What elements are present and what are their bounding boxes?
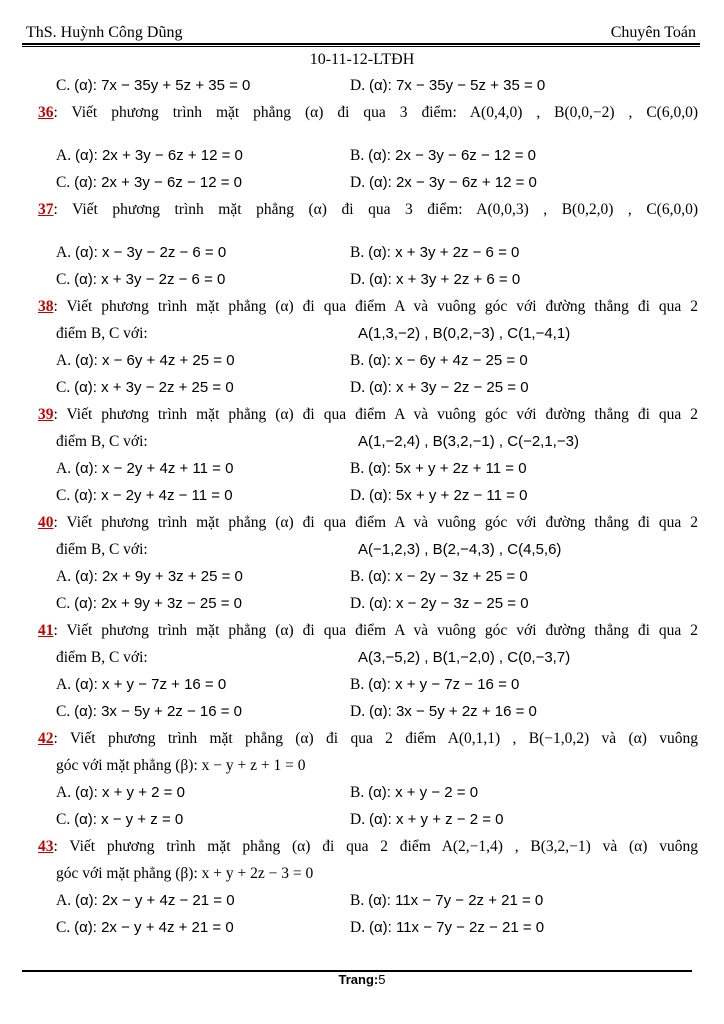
option-label: D.: [350, 918, 366, 936]
option-label: C.: [56, 270, 71, 288]
header-right: Chuyên Toán: [610, 24, 696, 41]
option-c: (α): 2x + 9y + 3z − 25 = 0: [74, 594, 243, 612]
question-40: [38, 509, 698, 617]
question-37: [38, 196, 698, 293]
question-text-cont: điểm B, C với:: [56, 325, 148, 342]
option-d: (α): 5x + y + 2z − 11 = 0: [368, 486, 528, 504]
option-label: A.: [56, 891, 72, 909]
option-label: C.: [56, 378, 71, 396]
option-a: (α): 2x + 9y + 3z + 25 = 0: [74, 567, 243, 585]
option-c: (α): 7x − 35y + 5z + 35 = 0: [74, 76, 251, 94]
option-a: (α): 2x + 3y − 6z + 12 = 0: [74, 146, 243, 164]
option-b: (α): 5x + y + 2z + 11 = 0: [368, 459, 527, 477]
question-number: 40: [38, 514, 54, 531]
question-text-cont: điểm B, C với:: [56, 649, 148, 666]
question-text: : Viết phương trình mặt phẳng (α) đi qua 3 điểm: A(0,4,0) , B(0,0,−2) , C(6,0,0): [53, 104, 698, 121]
question-43: [38, 833, 698, 941]
question-39: [38, 401, 698, 509]
option-a: (α): x − 6y + 4z + 25 = 0: [74, 351, 235, 369]
option-a: (α): x − 2y + 4z + 11 = 0: [74, 459, 234, 477]
option-label: A.: [56, 243, 72, 261]
footer-label: Trang:: [338, 972, 379, 987]
question-points: A(−1,2,3) , B(2,−4,3) , C(4,5,6): [358, 541, 562, 558]
option-label: C.: [56, 76, 71, 94]
question-text: : Viết phương trình mặt phẳng (α) đi qua điểm A và vuông góc với đường thẳng đi qua 2: [53, 622, 698, 639]
option-label: B.: [350, 891, 365, 909]
question-text: : Viết phương trình mặt phẳng (α) đi qua 2 điểm A(2,−1,4) , B(3,2,−1) và (α) vuông: [53, 838, 698, 855]
question-points: A(1,3,−2) , B(0,2,−3) , C(1,−4,1): [358, 325, 571, 342]
option-label: D.: [350, 702, 366, 720]
question-text: : Viết phương trình mặt phẳng (α) đi qua 3 điểm: A(0,0,3) , B(0,2,0) , C(6,0,0): [53, 201, 698, 218]
question-points: A(3,−5,2) , B(1,−2,0) , C(0,−3,7): [358, 649, 571, 666]
option-d: (α): x + y + z − 2 = 0: [368, 810, 504, 828]
option-d: (α): x − 2y − 3z − 25 = 0: [368, 594, 529, 612]
option-d: (α): 3x − 5y + 2z + 16 = 0: [368, 702, 537, 720]
option-label: B.: [350, 243, 365, 261]
header-rule-thin: [22, 46, 700, 47]
option-label: C.: [56, 594, 71, 612]
option-b: (α): x − 2y − 3z + 25 = 0: [368, 567, 528, 585]
option-b: (α): x − 6y + 4z − 25 = 0: [368, 351, 528, 369]
question-text-cont: góc với mặt phẳng (β): x + y + 2z − 3 = 0: [56, 865, 314, 882]
option-d: (α): 7x − 35y − 5z + 35 = 0: [368, 76, 546, 94]
question-38: [38, 293, 698, 401]
option-a: (α): x − 3y − 2z − 6 = 0: [74, 243, 227, 261]
question-number: 42: [38, 730, 54, 747]
option-c: (α): x + 3y − 2z + 25 = 0: [74, 378, 234, 396]
option-c: (α): x − 2y + 4z − 11 = 0: [74, 486, 233, 504]
option-b: (α): x + y − 2 = 0: [368, 783, 479, 801]
option-label: C.: [56, 918, 71, 936]
option-d: (α): 11x − 7y − 2z − 21 = 0: [368, 918, 545, 936]
header-left: ThS. Huỳnh Công Dũng: [26, 24, 183, 41]
question-list: [38, 72, 698, 941]
option-label: D.: [350, 594, 366, 612]
question-text-cont: điểm B, C với:: [56, 541, 148, 558]
question-36: [38, 99, 698, 196]
option-label: B.: [350, 459, 365, 477]
option-label: B.: [350, 675, 365, 693]
option-label: D.: [350, 486, 366, 504]
top-options-row: [38, 72, 698, 99]
option-label: A.: [56, 675, 72, 693]
option-c: (α): x − y + z = 0: [74, 810, 184, 828]
question-text: : Viết phương trình mặt phẳng (α) đi qua điểm A và vuông góc với đường thẳng đi qua 2: [53, 406, 698, 423]
option-b: (α): 2x − 3y − 6z − 12 = 0: [368, 146, 537, 164]
header-rule: [22, 43, 700, 45]
option-label: D.: [350, 76, 366, 94]
option-d: (α): 2x − 3y − 6z + 12 = 0: [368, 173, 537, 191]
question-number: 39: [38, 406, 54, 423]
page-footer: [0, 972, 724, 987]
option-label: A.: [56, 783, 72, 801]
question-number: 43: [38, 838, 54, 855]
header-subtitle: 10-11-12-LTĐH: [309, 51, 415, 68]
option-label: C.: [56, 702, 71, 720]
option-label: D.: [350, 810, 366, 828]
option-c: (α): 2x + 3y − 6z − 12 = 0: [74, 173, 243, 191]
question-text: : Viết phương trình mặt phẳng (α) đi qua điểm A và vuông góc với đường thẳng đi qua 2: [53, 298, 698, 315]
option-d: (α): x + 3y − 2z − 25 = 0: [368, 378, 529, 396]
question-number: 38: [38, 298, 54, 315]
option-c: (α): x + 3y − 2z − 6 = 0: [74, 270, 226, 288]
option-label: C.: [56, 486, 71, 504]
option-label: A.: [56, 351, 72, 369]
option-label: C.: [56, 810, 71, 828]
option-label: B.: [350, 783, 365, 801]
option-c: (α): 3x − 5y + 2z − 16 = 0: [74, 702, 243, 720]
option-label: C.: [56, 173, 71, 191]
question-41: [38, 617, 698, 725]
option-label: B.: [350, 567, 365, 585]
question-number: 41: [38, 622, 54, 639]
option-a: (α): x + y − 7z + 16 = 0: [74, 675, 227, 693]
option-a: (α): x + y + 2 = 0: [74, 783, 185, 801]
question-text: : Viết phương trình mặt phẳng (α) đi qua điểm A và vuông góc với đường thẳng đi qua 2: [53, 514, 698, 531]
option-label: A.: [56, 146, 72, 164]
option-label: A.: [56, 567, 72, 585]
option-c: (α): 2x − y + 4z + 21 = 0: [74, 918, 234, 936]
question-text-cont: góc với mặt phẳng (β): x − y + z + 1 = 0: [56, 757, 306, 774]
question-42: [38, 725, 698, 833]
option-label: B.: [350, 351, 365, 369]
question-text-cont: điểm B, C với:: [56, 433, 148, 450]
option-label: A.: [56, 459, 72, 477]
option-d: (α): x + 3y + 2z + 6 = 0: [368, 270, 521, 288]
option-a: (α): 2x − y + 4z − 21 = 0: [74, 891, 235, 909]
option-b: (α): 11x − 7y − 2z + 21 = 0: [368, 891, 544, 909]
option-b: (α): x + 3y + 2z − 6 = 0: [368, 243, 520, 261]
page-number: 5: [378, 972, 386, 987]
option-label: D.: [350, 378, 366, 396]
question-points: A(1,−2,4) , B(3,2,−1) , C(−2,1,−3): [358, 433, 579, 450]
option-label: D.: [350, 270, 366, 288]
option-label: B.: [350, 146, 365, 164]
question-text: : Viết phương trình mặt phẳng (α) đi qua 2 điểm A(0,1,1) , B(−1,0,2) và (α) vuông: [53, 730, 698, 747]
option-b: (α): x + y − 7z − 16 = 0: [368, 675, 520, 693]
question-number: 37: [38, 201, 54, 218]
option-label: D.: [350, 173, 366, 191]
question-number: 36: [38, 104, 54, 121]
